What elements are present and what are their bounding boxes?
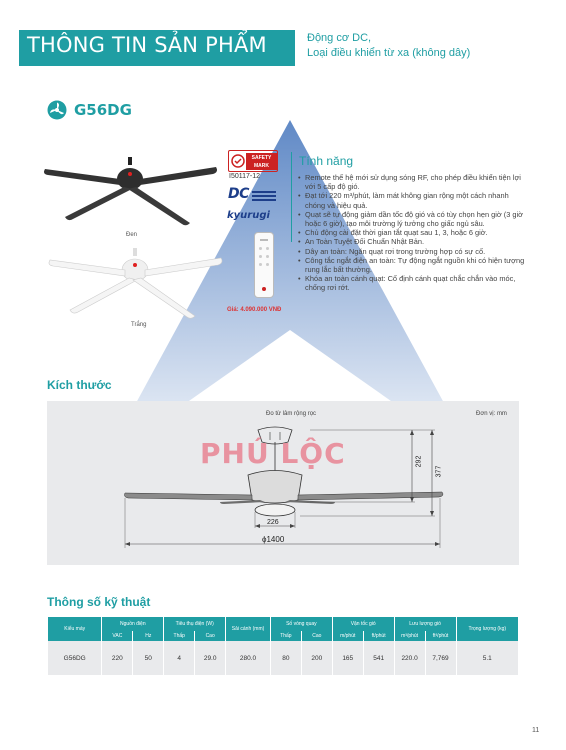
feature-item: • Dây an toàn: Ngăn quạt rơi trong trường hợp có sự cố. (298, 247, 528, 256)
spec-cell: 541 (363, 641, 394, 675)
header-subtitle (307, 31, 470, 61)
features-divider (291, 152, 292, 242)
spec-cell: 5.1 (456, 641, 518, 675)
feature-item: • Remote thế hệ mới sử dụng sóng RF, cho phép điều khiển tiện lợi với 5 cấp độ gió. (298, 173, 528, 191)
safety-mark-badge (228, 150, 278, 172)
spec-header-sweep: Sải cánh (mm) (226, 617, 271, 641)
dimension-note: Đo từ lâm rộng rọc (266, 411, 317, 417)
spec-header-rpm: Số vòng quay (270, 617, 332, 631)
feature-item: • Công tắc ngắt điện an toàn: Tự động ngắt nguồn khi có hiện tượng rung lắc bất thường. (298, 256, 528, 274)
spec-cell: 220.0 (394, 641, 425, 675)
spec-header-model: Kiểu máy (48, 617, 102, 641)
spec-header-power-consumption: Tiêu thụ điện (W) (164, 617, 226, 631)
spec-table (47, 617, 518, 675)
watermark-text: PHÚ LỘC (200, 437, 346, 470)
spec-cell: 7,769 (425, 641, 456, 675)
spec-cell: 280.0 (226, 641, 271, 675)
spec-subheader: m/phút (332, 631, 363, 641)
fan-logo-icon (47, 100, 67, 120)
safety-mark-icon (231, 154, 245, 168)
fan-black-image (40, 155, 220, 230)
spec-cell: 200 (301, 641, 332, 675)
page-number: 11 (532, 727, 540, 734)
spec-cell: 165 (332, 641, 363, 675)
spec-cell: 29.0 (195, 641, 226, 675)
feature-item: • Chủ động cài đặt thời gian tắt quạt sau 1, 3, hoặc 6 giờ. (298, 228, 528, 237)
spec-subheader: Thấp (164, 631, 195, 641)
features-title: Tính năng (299, 154, 354, 168)
spec-subheader: Cao (301, 631, 332, 641)
spec-header-air-velocity: Vận tốc gió (332, 617, 394, 631)
fan-white-image (45, 246, 225, 324)
safety-mark-text: SAFETY MARK (246, 153, 277, 170)
header-subtitle-line1: Động cơ DC, (307, 32, 372, 44)
feature-item: • Đạt tới 220 m³/phút, làm mát không gian rộng một cách nhanh chóng và hiệu quả. (298, 191, 528, 209)
spec-cell: 4 (164, 641, 195, 675)
specs-title: Thông số kỹ thuật (47, 595, 151, 609)
page-title: THÔNG TIN SẢN PHẨM (27, 33, 267, 57)
dc-motor-logo: DC (228, 186, 249, 202)
remote-control-image (254, 232, 274, 298)
feature-item: • Quạt sẽ tự động giảm dần tốc độ gió và có tùy chọn hẹn giờ (3 giờ hoặc 6 giờ), tạo môi trường lý tưởng cho giấc ngủ sâu. (298, 210, 528, 228)
feature-item: • An Toàn Tuyệt Đối Chuẩn Nhật Bản. (298, 237, 528, 246)
spec-subheader: Cao (195, 631, 226, 641)
header-subtitle-line2: Loại điều khiển từ xa (không dây) (307, 47, 471, 59)
variant-label-black: Đen (126, 232, 138, 238)
spec-cell: 220 (102, 641, 133, 675)
model-name: G56DG (74, 101, 132, 119)
spec-subheader: Thấp (270, 631, 301, 641)
spec-subheader: VAC (102, 631, 133, 641)
spec-header-power-source: Nguồn điện (102, 617, 164, 631)
spec-subheader: m³/phút (394, 631, 425, 641)
spec-header-air-flow: Lưu lượng gió (394, 617, 456, 631)
dimension-unit: Đơn vị: mm (476, 411, 507, 417)
brand-logo: kyurugi (227, 210, 270, 221)
spec-subheader: ft/phút (363, 631, 394, 641)
dimension-292: 292 (415, 455, 423, 468)
features-list (298, 173, 528, 293)
price-label: Giá: 4.090.000 VNĐ (227, 307, 282, 313)
dimensions-title: Kích thước (47, 378, 112, 392)
spec-subheader: ft³/phút (425, 631, 456, 641)
dc-motor-stripes-icon (252, 190, 276, 202)
spec-subheader: Hz (133, 631, 164, 641)
spec-cell: G56DG (48, 641, 102, 675)
variant-label-white: Trắng (131, 322, 147, 328)
feature-item: • Khóa an toàn cánh quạt: Cố định cánh quạt chắc chắn vào móc, chống rơi rớt. (298, 274, 528, 292)
dimension-377: 377 (435, 465, 443, 478)
cert-code: I50117-12 (229, 173, 261, 180)
spec-cell: 50 (133, 641, 164, 675)
dimension-226: 226 (267, 519, 279, 526)
spec-cell: 80 (270, 641, 301, 675)
table-row (48, 641, 519, 675)
spec-header-weight: Trọng lượng (kg) (456, 617, 518, 641)
dimension-1400: ϕ1400 (262, 535, 285, 544)
